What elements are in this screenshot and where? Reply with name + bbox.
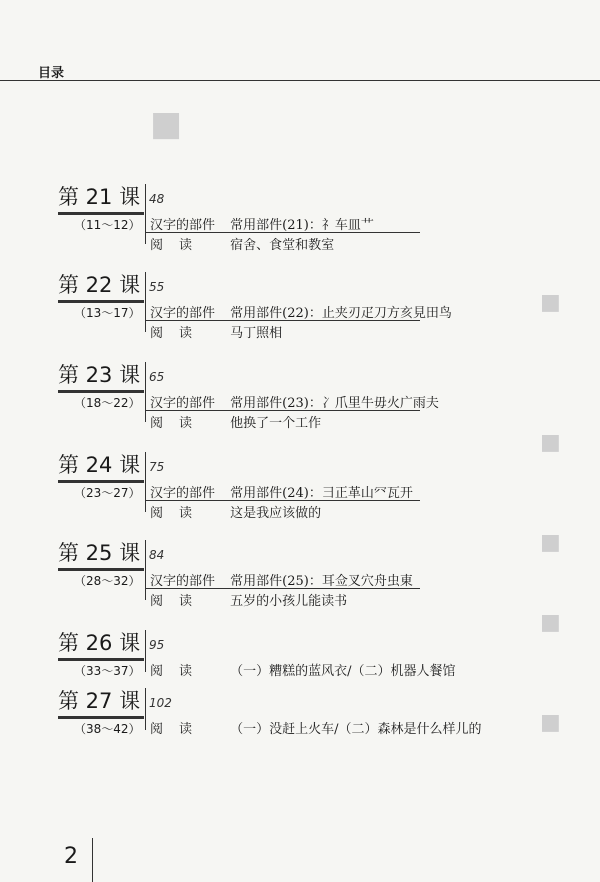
header-label: 目录 <box>38 66 65 81</box>
row-text: 常用部件(25)：耳佥叉穴舟虫東 <box>230 574 413 589</box>
row-label: 汉字的部件 <box>150 218 216 233</box>
lesson-range: （11～12） <box>74 218 141 232</box>
lesson-page-number: 65 <box>149 370 165 384</box>
toc-row <box>150 302 452 321</box>
row-label: 阅读 <box>150 722 209 737</box>
toc-row <box>150 660 456 679</box>
row-text: 五岁的小孩儿能读书 <box>230 594 348 609</box>
lesson-page-number: 75 <box>149 460 165 474</box>
row-label: 汉字的部件 <box>150 574 216 589</box>
lesson-title: 第 24 课 <box>58 453 141 477</box>
lesson-page-number: 55 <box>149 280 165 294</box>
row-label: 汉字的部件 <box>150 486 216 501</box>
row-text: 宿舍、食堂和教室 <box>230 238 335 253</box>
bleed-through-mark: ■ <box>150 104 183 144</box>
row-text: 这是我应该做的 <box>230 506 322 521</box>
lesson-range: （18～22） <box>74 396 141 410</box>
toc-row <box>150 412 321 431</box>
lesson-title-bar <box>58 568 144 571</box>
toc-row <box>150 214 374 233</box>
lesson-title-bar <box>58 716 144 719</box>
row-rule <box>145 410 420 411</box>
toc-row <box>150 570 413 589</box>
bleed-through-mark: ■ <box>540 610 561 635</box>
row-label: 阅读 <box>150 506 209 521</box>
lesson-range: （28～32） <box>74 574 141 588</box>
lesson-title: 第 23 课 <box>58 363 141 387</box>
row-rule <box>145 232 420 233</box>
lesson-divider <box>145 688 146 730</box>
lesson-divider <box>145 362 146 422</box>
header-rule <box>0 80 600 81</box>
row-text: 常用部件(22)：止夹刃疋刀方亥見田鸟 <box>230 306 452 321</box>
row-label: 阅读 <box>150 326 209 341</box>
lesson-title-bar <box>58 212 144 215</box>
toc-row <box>150 482 413 501</box>
toc-entry-27[interactable] <box>0 688 600 737</box>
lesson-range: （13～17） <box>74 306 141 320</box>
row-text: 马丁照相 <box>230 326 283 341</box>
toc-row <box>150 718 482 737</box>
row-text: 常用部件(23)：冫爪里牛毋火广雨夫 <box>230 396 439 411</box>
bleed-through-mark: ■ <box>540 530 561 555</box>
row-label: 汉字的部件 <box>150 396 216 411</box>
page-number-rule <box>92 838 93 882</box>
lesson-title: 第 27 课 <box>58 689 141 713</box>
toc-row <box>150 590 347 609</box>
row-rule <box>145 500 420 501</box>
row-text: 常用部件(24)：彐正革山㓁瓦开 <box>230 486 413 501</box>
row-text: 常用部件(21)：礻车皿艹 <box>230 218 374 233</box>
lesson-page-number: 95 <box>149 638 165 652</box>
lesson-title: 第 22 课 <box>58 273 141 297</box>
toc-entry-26[interactable] <box>0 630 600 679</box>
bleed-through-mark: ■ <box>540 710 561 735</box>
row-text: 他换了一个工作 <box>230 416 322 431</box>
lesson-title: 第 21 课 <box>58 185 141 209</box>
lesson-page-number: 48 <box>149 192 165 206</box>
toc-entry-21[interactable] <box>0 184 600 253</box>
lesson-page-number: 84 <box>149 548 165 562</box>
row-text: （一）糟糕的蓝风衣/（二）机器人餐馆 <box>230 664 456 679</box>
row-label: 汉字的部件 <box>150 306 216 321</box>
page-number: 2 <box>64 844 78 869</box>
row-label: 阅读 <box>150 416 209 431</box>
toc-entry-22[interactable] <box>0 272 600 341</box>
toc-entry-25[interactable] <box>0 540 600 609</box>
bleed-through-mark: ■ <box>540 430 561 455</box>
lesson-range: （38～42） <box>74 722 141 736</box>
lesson-title-bar <box>58 658 144 661</box>
toc-entry-24[interactable] <box>0 452 600 521</box>
row-label: 阅读 <box>150 238 209 253</box>
row-label: 阅读 <box>150 664 209 679</box>
toc-row <box>150 392 439 411</box>
toc-row <box>150 502 321 521</box>
row-text: （一）没赶上火车/（二）森林是什么样儿的 <box>230 722 482 737</box>
lesson-range: （33～37） <box>74 664 141 678</box>
bleed-through-mark: ■ <box>540 290 561 315</box>
toc-row <box>150 322 282 341</box>
lesson-title: 第 25 课 <box>58 541 141 565</box>
lesson-title-bar <box>58 480 144 483</box>
lesson-title: 第 26 课 <box>58 631 141 655</box>
row-rule <box>145 588 420 589</box>
lesson-title-bar <box>58 300 144 303</box>
lesson-divider <box>145 540 146 600</box>
lesson-divider <box>145 184 146 244</box>
lesson-divider <box>145 452 146 512</box>
lesson-divider <box>145 630 146 672</box>
toc-entry-23[interactable] <box>0 362 600 431</box>
row-label: 阅读 <box>150 594 209 609</box>
lesson-title-bar <box>58 390 144 393</box>
lesson-divider <box>145 272 146 332</box>
lesson-page-number: 102 <box>149 696 172 710</box>
row-rule <box>145 320 420 321</box>
toc-row <box>150 234 334 253</box>
lesson-range: （23～27） <box>74 486 141 500</box>
